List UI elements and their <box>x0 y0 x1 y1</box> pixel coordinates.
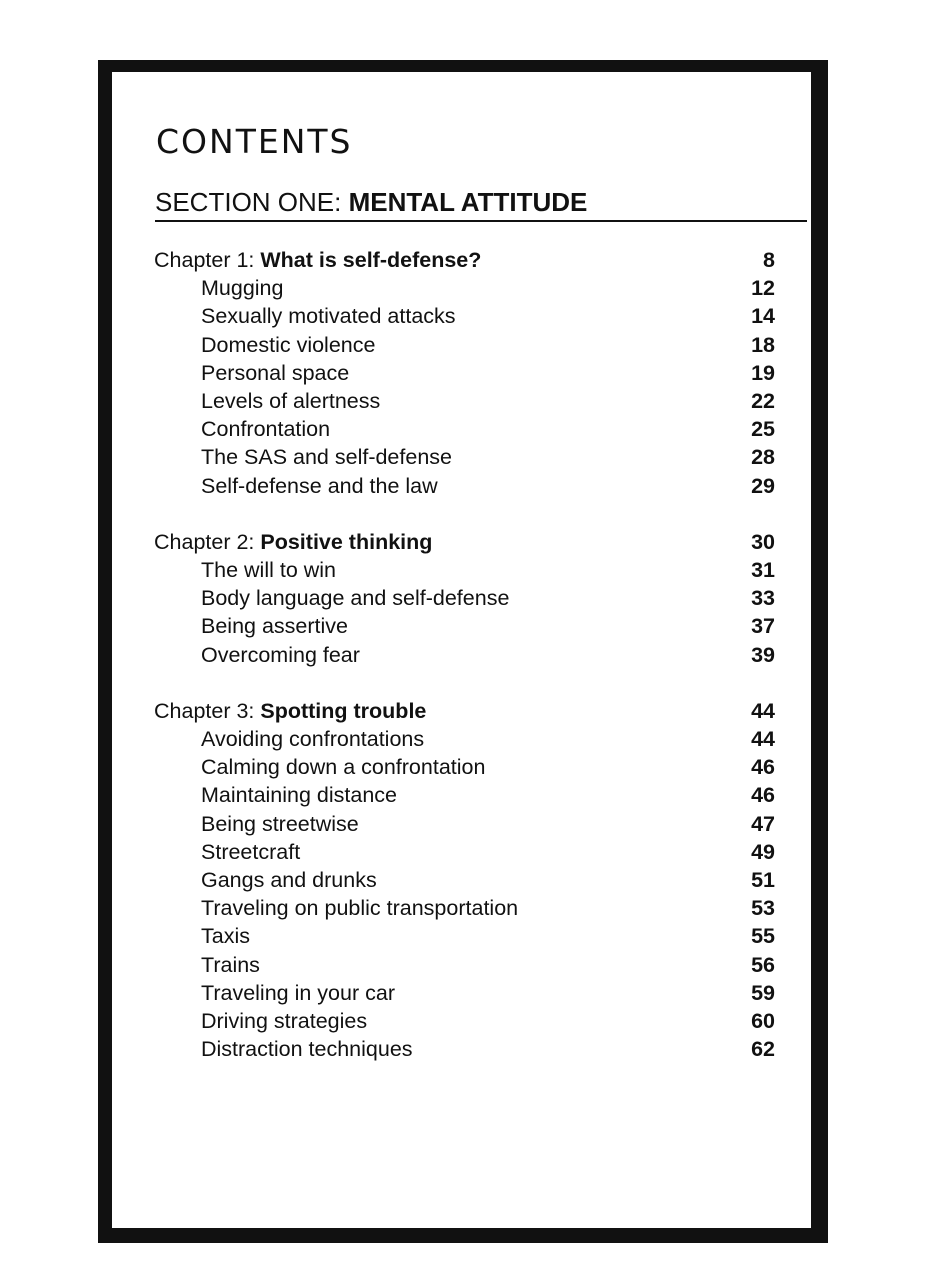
entry-label: Self-defense and the law <box>201 473 438 498</box>
entry-label: The will to win <box>201 558 337 582</box>
toc-entry <box>112 725 811 753</box>
chapter-row <box>112 528 811 556</box>
section-prefix: SECTION ONE: <box>155 187 349 217</box>
page-number: 49 <box>751 839 775 864</box>
toc-entry <box>112 894 811 922</box>
entry-label: Mugging <box>201 276 284 301</box>
toc-entry <box>112 1035 811 1063</box>
entry-label: Avoiding confrontations <box>201 727 425 751</box>
section-name: MENTAL ATTITUDE <box>348 187 588 217</box>
entry-label: Streetcraft <box>201 839 301 864</box>
toc-entry <box>112 584 811 612</box>
toc-entry <box>112 641 811 669</box>
page-number: 62 <box>751 1037 775 1062</box>
chapter-label <box>154 528 432 556</box>
page-number: 19 <box>751 360 775 385</box>
toc-entry <box>112 274 811 302</box>
toc-entry <box>112 415 811 443</box>
chapter-row <box>112 697 811 725</box>
entry-label: Traveling in your car <box>201 980 395 1005</box>
toc-entry <box>112 387 811 415</box>
chapter-prefix: Chapter 3: <box>154 698 261 723</box>
entry-label: The SAS and self-defense <box>201 445 452 470</box>
page-number: 47 <box>751 811 775 836</box>
toc-entry <box>112 951 811 979</box>
chapter-prefix: Chapter 2: <box>154 529 261 554</box>
page-number: 44 <box>751 727 775 751</box>
page-number: 12 <box>751 276 775 301</box>
entry-label: Body language and self-defense <box>201 586 510 611</box>
entry-label: Being assertive <box>201 614 348 639</box>
page-number: 37 <box>751 614 775 639</box>
entry-label: Driving strategies <box>201 1009 368 1033</box>
entry-label: Maintaining distance <box>201 783 398 808</box>
toc-entry <box>112 302 811 330</box>
page-number: 14 <box>751 304 775 329</box>
entry-label: Confrontation <box>201 417 331 442</box>
entry-label: Trains <box>201 952 260 977</box>
toc-entry <box>112 781 811 809</box>
entry-label: Overcoming fear <box>201 642 360 667</box>
entry-label: Calming down a confrontation <box>201 755 486 780</box>
entry-label: Traveling on public transportation <box>201 896 519 921</box>
page-frame <box>98 60 828 1243</box>
entry-label: Personal space <box>201 360 350 385</box>
toc-entry <box>112 443 811 471</box>
entry-label: Being streetwise <box>201 811 359 836</box>
chapter-row <box>112 246 811 274</box>
page-number: 22 <box>751 389 775 413</box>
toc-entry <box>112 359 811 387</box>
page-number: 31 <box>751 558 775 582</box>
page-number: 55 <box>751 924 775 949</box>
entry-label: Gangs and drunks <box>201 868 377 892</box>
toc-entry <box>112 612 811 640</box>
page-number: 53 <box>751 896 775 921</box>
toc-entry <box>112 753 811 781</box>
page-number: 39 <box>751 642 775 667</box>
page-number: 33 <box>751 586 775 611</box>
page-number: 28 <box>751 445 775 470</box>
chapter-name: Positive thinking <box>260 529 433 554</box>
page-number: 29 <box>751 473 775 498</box>
chapter-label <box>154 246 481 274</box>
page-number: 56 <box>751 952 775 977</box>
page-title: CONTENTS <box>156 122 353 161</box>
page-number: 25 <box>751 417 775 442</box>
chapter-prefix: Chapter 1: <box>154 248 261 272</box>
entry-label: Distraction techniques <box>201 1037 413 1062</box>
section-heading <box>155 186 807 222</box>
toc-entry <box>112 1007 811 1035</box>
chapter-label <box>154 697 426 725</box>
page-number: 51 <box>751 868 775 892</box>
page-number: 8 <box>763 248 775 272</box>
page-number: 46 <box>751 755 775 780</box>
chapter-name: What is self-defense? <box>260 248 482 272</box>
page-number: 46 <box>751 783 775 808</box>
entry-label: Domestic violence <box>201 332 376 357</box>
entry-label: Taxis <box>201 924 250 949</box>
page-number: 60 <box>751 1009 775 1033</box>
toc-entry <box>112 472 811 500</box>
entry-label: Sexually motivated attacks <box>201 304 456 329</box>
chapter-name: Spotting trouble <box>260 698 427 723</box>
toc-entry <box>112 866 811 894</box>
toc-entry <box>112 979 811 1007</box>
toc-entry <box>112 556 811 584</box>
entry-label: Levels of alertness <box>201 389 381 413</box>
page-number: 30 <box>751 529 775 554</box>
toc-entry <box>112 838 811 866</box>
page-number: 18 <box>751 332 775 357</box>
page-number: 44 <box>751 698 775 723</box>
page-number: 59 <box>751 980 775 1005</box>
toc-entry <box>112 922 811 950</box>
toc-entry <box>112 810 811 838</box>
toc-entry <box>112 331 811 359</box>
